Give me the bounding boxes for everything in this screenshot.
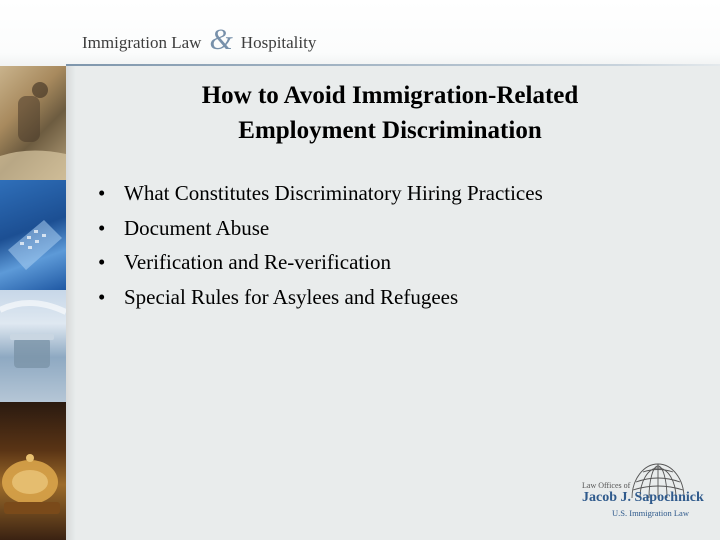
brand-logo [82,23,317,62]
beach-figure-graphic [0,66,66,180]
photo-tile-bell [0,402,66,540]
bullet-icon: • [98,181,106,205]
bullet-list [98,176,543,314]
kitchen-graphic [0,290,66,402]
brand-ampersand: & [209,23,233,56]
bullet-text: Verification and Re-verification [124,250,392,274]
bullet-icon: • [98,284,106,309]
brand-word-right: Hospitality [240,33,317,52]
service-bell-icon [0,402,66,540]
slide-title [90,78,690,148]
photo-tile-laptop [0,180,66,290]
photo-tile-beach [0,66,66,180]
laptop-graphic [0,180,66,290]
strip-shadow [66,66,76,540]
bullet-item [98,211,543,246]
title-line-1: How to Avoid Immigration-Related [201,82,579,109]
header-rule [66,64,720,66]
logo-small-text: Law Offices of [582,481,631,490]
logo-name: Jacob J. Sapochnick [582,490,704,505]
brand-word-left: Immigration Law [82,33,202,52]
photo-tile-kitchen [0,290,66,402]
bullet-text: Document Abuse [124,215,270,240]
bullet-text: Special Rules for Asylees and Refugees [124,284,459,309]
bullet-item [98,176,543,211]
title-line-2: Employment Discrimination [238,117,542,144]
law-office-logo [580,460,704,524]
bullet-item [98,280,543,315]
bullet-icon: • [98,250,106,274]
bullet-text: What Constitutes Discriminatory Hiring Practices [124,181,543,205]
bullet-item [98,245,543,280]
photo-strip [0,66,66,540]
header-band [0,0,720,66]
bullet-icon: • [98,215,106,240]
logo-tagline: U.S. Immigration Law [612,508,689,518]
